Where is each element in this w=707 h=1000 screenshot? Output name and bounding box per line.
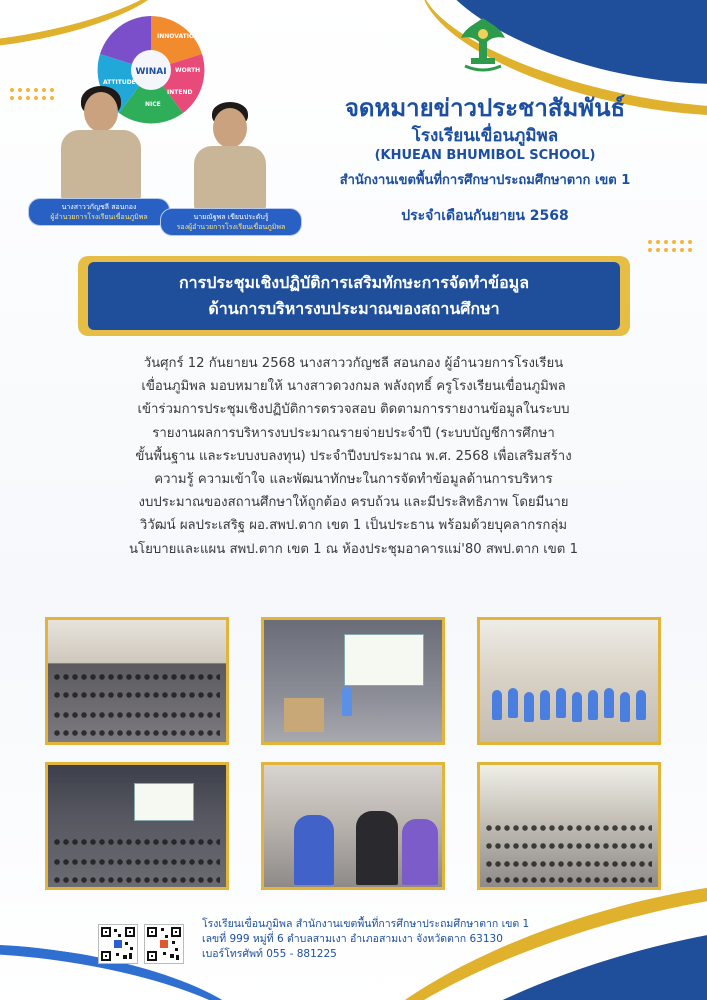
footer-address-line: โรงเรียนเขื่อนภูมิพล สำนักงานเขตพื้นที่การศึกษาประถมศึกษาตาก เขต 1 <box>202 918 530 930</box>
article-line: ขั้นพื้นฐาน และระบบงบลงทุน) ประจำปีงบประมาณ พ.ศ. 2568 เพื่อเสริมสร้าง <box>135 448 572 464</box>
wheel-segment-label: INNOVATION <box>157 33 200 40</box>
qr-code-icon[interactable] <box>144 924 184 964</box>
school-logo <box>455 14 511 76</box>
article-line: เขื่อนภูมิพล มอบหมายให้ นางสาวดวงกมล พลังฤทธิ์ ครูโรงเรียนเขื่อนภูมิพล <box>141 379 566 395</box>
headline-banner <box>78 256 630 336</box>
event-photo <box>45 617 229 745</box>
wheel-segment-label: INTEND <box>167 89 193 96</box>
event-photo <box>261 617 445 745</box>
headline-line1: การประชุมเชิงปฏิบัติการเสริมทักษะการจัดทำข้อมูล <box>178 273 530 292</box>
wheel-segment-label: NICE <box>145 101 161 108</box>
headline-line2: ด้านการบริหารงบประมาณของสถานศึกษา <box>208 299 500 318</box>
footer-phone: เบอร์โทรศัพท์ 055 - 881225 <box>202 948 337 960</box>
deputy-portrait <box>180 100 280 210</box>
deputy-name: นายณัฐพล เขียนประดับรู้ <box>193 213 269 221</box>
school-name-en: (KHUEAN BHUMIBOL SCHOOL) <box>374 148 596 163</box>
article-line: เข้าร่วมการประชุมเชิงปฏิบัติการตรวจสอบ ติดตามการรายงานข้อมูลในระบบ <box>137 402 570 418</box>
article-line: ความรู้ ความเข้าใจ และพัฒนาทักษะในการจัดทำข้อมูลด้านการบริหาร <box>154 472 553 488</box>
deputy-role: รองผู้อำนวยการโรงเรียนเขื่อนภูมิพล <box>176 223 286 231</box>
footer-address-line: เลขที่ 999 หมู่ที่ 6 ตำบลสามเงา อำเภอสามเงา จังหวัดตาก 63130 <box>202 933 503 945</box>
wheel-segment-label: ATTITUDE <box>103 79 136 86</box>
article-line: นโยบายและแผน สพป.ตาก เขต 1 ณ ห้องประชุมอาคารแม่'80 สพป.ตาก เขต 1 <box>129 541 578 557</box>
event-photo <box>477 762 661 890</box>
deputy-caption <box>160 208 302 236</box>
decor-dots <box>648 240 692 252</box>
footer-contact <box>202 917 529 962</box>
article-body <box>36 352 671 561</box>
director-caption <box>28 198 170 226</box>
article-line: วิวัฒน์ ผลประเสริฐ ผอ.สพป.ตาก เขต 1 เป็นประธาน พร้อมด้วยบุคลากรกลุ่ม <box>139 518 568 534</box>
article-line: วันศุกร์ 12 กันยายน 2568 นางสาววกัญชลี สอนกอง ผู้อำนวยการโรงเรียน <box>143 356 564 371</box>
article-line: งบประมาณของสถานศึกษาให้ถูกต้อง ครบถ้วน และมีประสิทธิภาพ โดยมีนาย <box>138 495 569 511</box>
article-line: รายงานผลการบริหารงบประมาณรายจ่ายประจำปี (ระบบบัญชีการศึกษา <box>152 425 555 441</box>
issue-month: ประจำเดือนกันยายน 2568 <box>401 208 569 224</box>
office-name: สำนักงานเขตพื้นที่การศึกษาประถมศึกษาตาก เขต 1 <box>339 173 631 188</box>
newsletter-title: จดหมายข่าวประชาสัมพันธ์ <box>344 94 626 122</box>
wheel-center-label: WINAI <box>135 67 167 77</box>
director-portrait <box>45 80 155 200</box>
wheel-segment-label: WORTH <box>175 67 201 74</box>
event-photo <box>261 762 445 890</box>
event-photo <box>45 762 229 890</box>
school-name-th: โรงเรียนเขื่อนภูมิพล <box>411 126 559 146</box>
director-name: นางสาววกัญชลี สอนกอง <box>61 203 137 211</box>
qr-code-icon[interactable] <box>98 924 138 964</box>
event-photo <box>477 617 661 745</box>
director-role: ผู้อำนวยการโรงเรียนเขื่อนภูมิพล <box>50 213 148 221</box>
